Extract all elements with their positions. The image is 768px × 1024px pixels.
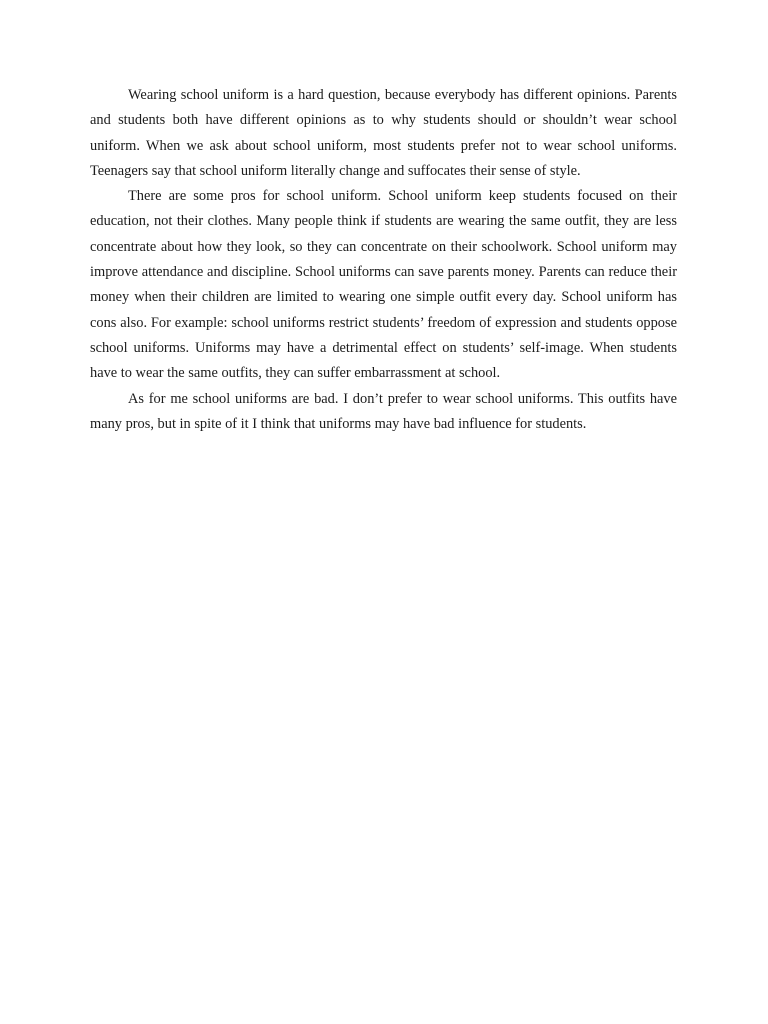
document-body — [90, 83, 677, 437]
paragraph-intro: Wearing school uniform is a hard question, because everybody has different opinions. Parents and students both have different opinions as to why students should or shouldn’t wear school uniform. When we ask about school uniform, most students prefer not to wear school uniforms. Teenagers say that school uniform literally change and suffocates their sense of style. — [90, 87, 677, 179]
paragraph-pros-cons: There are some pros for school uniform. School uniform keep students focused on their education, not their clothes. Many people think if students are wearing the same outfit, they are less concentrate about how they look, so they can concentrate on their schoolwork. School uniform may improve attendance and discipline. School uniforms can save parents money. Parents can reduce their money when their children are limited to wearing one simple outfit every day. School uniform has cons also. For example: school uniforms restrict students’ freedom of expression and students oppose school uniforms. Uniforms may have a detrimental effect on students’ self-image. When students have to wear the same outfits, they can suffer embarrassment at school. — [90, 188, 677, 382]
paragraph-conclusion: As for me school uniforms are bad. I don’t prefer to wear school uniforms. This outfits have many pros, but in spite of it I think that uniforms may have bad influence for students. — [90, 390, 677, 432]
